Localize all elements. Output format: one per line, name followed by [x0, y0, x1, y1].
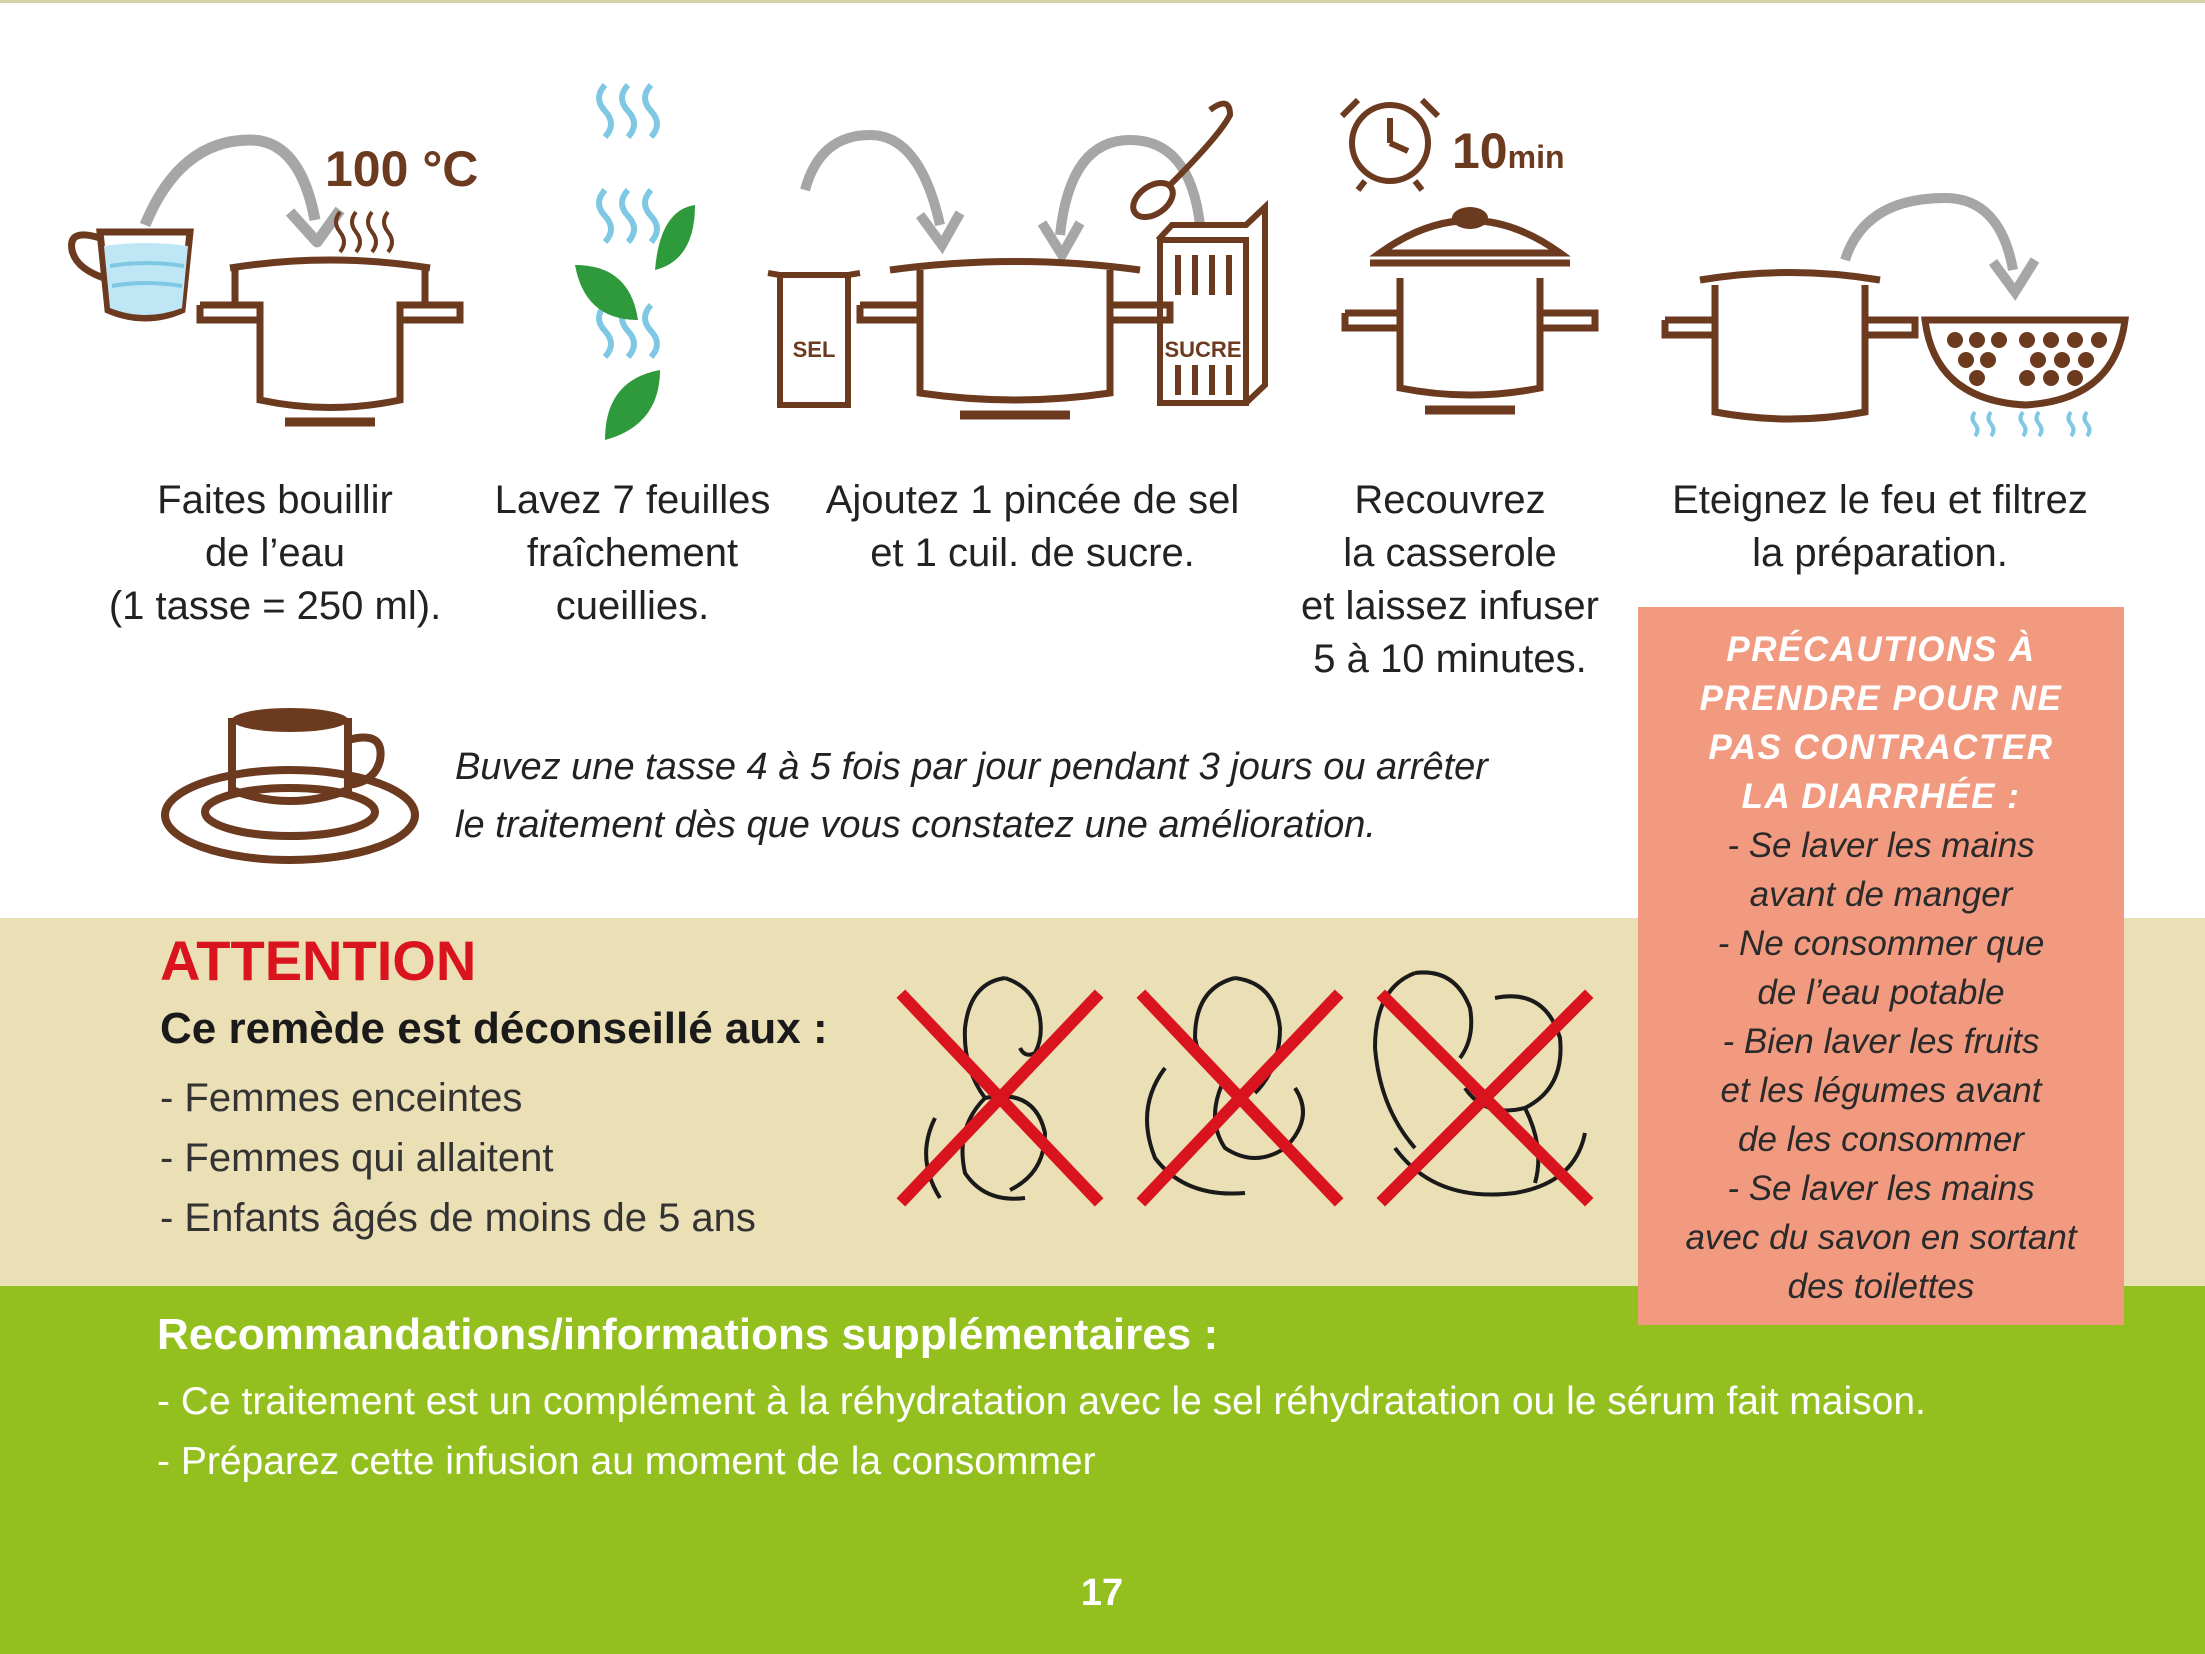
- list-item: - Préparez cette infusion au moment de la consommer: [157, 1440, 1096, 1483]
- alarm-clock-icon: [1342, 100, 1438, 190]
- pot-icon: [1665, 273, 1915, 420]
- contraindication-figures: [895, 958, 1615, 1218]
- add-salt-sugar-illustration: [760, 95, 1280, 435]
- attention-title: ATTENTION: [160, 929, 477, 992]
- precautions-title: PRÉCAUTIONS À PRENDRE POUR NE PAS CONTRACTER LA DIARRHÉE :: [1699, 630, 2063, 816]
- salt-arrow-icon: [805, 135, 940, 225]
- attention-list: [160, 1068, 756, 1248]
- strainer-icon: [1925, 320, 2125, 405]
- leaf-icon: [575, 205, 695, 440]
- pour-arrow-icon: [145, 140, 315, 225]
- list-item: - Femmes qui allaitent: [160, 1136, 554, 1180]
- list-item: - Femmes enceintes: [160, 1076, 523, 1120]
- teacup-illustration: [160, 690, 430, 870]
- lid-knob-icon: [1452, 207, 1488, 229]
- sugar-box-icon: [1158, 207, 1265, 403]
- timer-value: 10: [1452, 123, 1508, 179]
- list-item: - Ce traitement est un complément à la réhydratation avec le sel réhydratation ou le sérum fait maison.: [157, 1380, 1926, 1423]
- step-4-caption: Recouvrez la casserole et laissez infuser 5 à 10 minutes.: [1301, 478, 1599, 681]
- water-cup-icon: [72, 232, 190, 318]
- drip-icon: [1973, 412, 2090, 436]
- list-item: - Enfants âgés de moins de 5 ans: [160, 1196, 756, 1240]
- strain-arrow-icon: [1845, 198, 2013, 270]
- filter-illustration: [1655, 180, 2135, 450]
- attention-subtitle: Ce remède est déconseillé aux :: [160, 1004, 828, 1053]
- precautions-list: - Se laver les mains avant de manger - Ne consommer que de l’eau potable - Bien laver les fruits et les légumes avant de les consommer - Se laver les mains avec du savon en sortant des toilettes: [1685, 826, 2077, 1306]
- step-3-caption: Ajoutez 1 pincée de sel et 1 cuil. de sucre.: [825, 478, 1240, 575]
- step-1-caption: Faites bouillir de l’eau (1 tasse = 250 ml).: [108, 478, 442, 628]
- salt-box-label: SEL: [792, 337, 836, 362]
- step-2-caption: Lavez 7 feuilles fraîchement cueillies.: [494, 478, 771, 628]
- timer-label: [1452, 122, 1565, 180]
- sugar-box-label: SUCRE: [1164, 337, 1242, 362]
- pot-icon: [860, 262, 1170, 416]
- boiling-pot-icon: [200, 260, 460, 422]
- drink-instruction: Buvez une tasse 4 à 5 fois par jour pendant 3 jours ou arrêter le traitement dès que vous constatez une amélioration.: [455, 746, 1488, 846]
- step-5-caption: Eteignez le feu et filtrez la préparation.: [1672, 478, 2088, 575]
- page-number: 17: [1080, 1572, 1124, 1614]
- wash-leaves-illustration: [560, 80, 710, 460]
- precautions-box: [1638, 607, 2124, 1325]
- prohibited-cross-icon: [905, 998, 1585, 1198]
- steam-icon: [336, 212, 392, 252]
- covered-pot-icon: [1345, 221, 1595, 411]
- recommendations-list: [157, 1372, 1926, 1492]
- temperature-label: 100 °C: [325, 141, 479, 197]
- recommendations-title: Recommandations/informations supplémentaires :: [157, 1310, 1219, 1359]
- sugar-arrow-icon: [1060, 140, 1200, 235]
- timer-unit: min: [1507, 139, 1565, 175]
- top-rule: [0, 0, 2205, 3]
